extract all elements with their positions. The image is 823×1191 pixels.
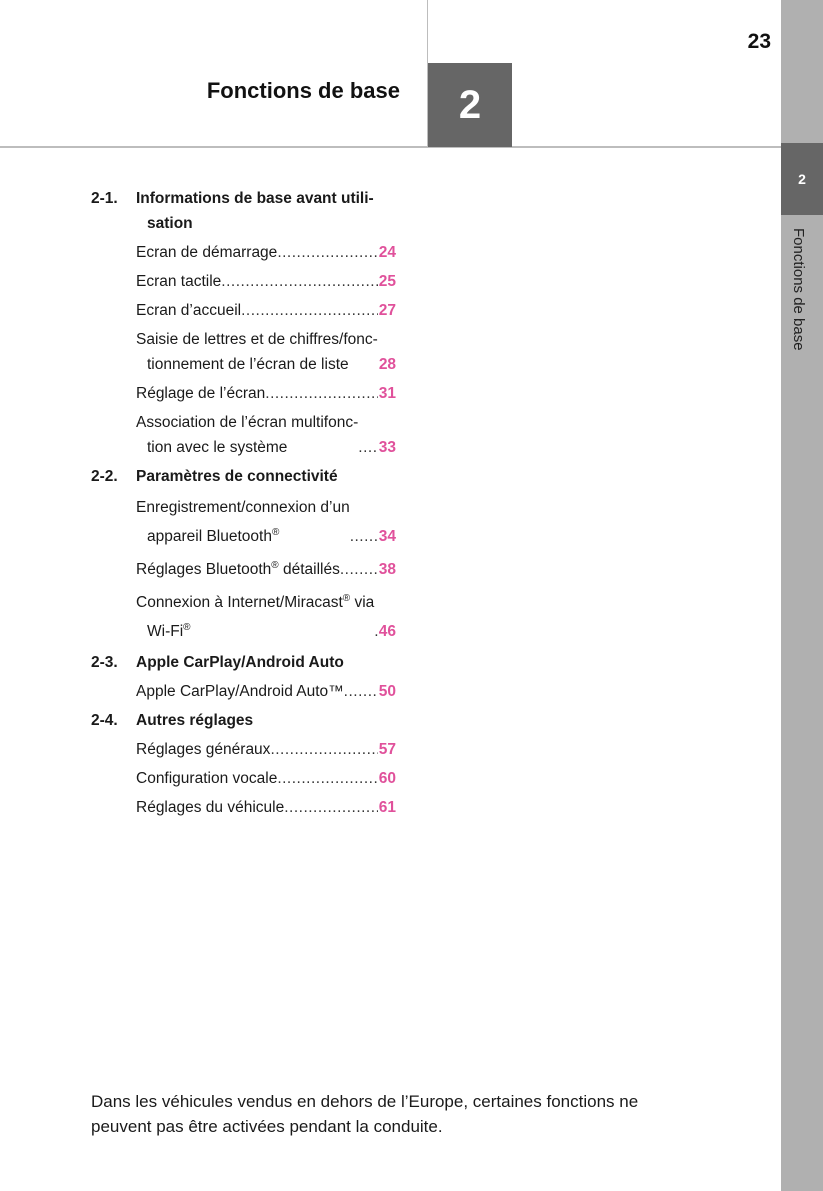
toc-item[interactable] [136,327,396,377]
toc-page-link[interactable]: 31 [378,385,396,402]
toc-page-link[interactable]: 50 [378,683,396,700]
toc-item[interactable] [136,298,396,323]
toc-item[interactable] [136,269,396,294]
toc-item[interactable] [136,240,396,265]
toc-page-link[interactable]: 38 [378,561,396,578]
toc-item-label: Association de l’écran multifonc- tion avec le système [136,414,359,456]
section-title: Apple CarPlay/Android Auto [136,654,344,671]
toc-item-label: Saisie de lettres et de chiffres/fonc- tionnement de l’écran de liste [136,331,378,373]
section-title: Informations de base avant utili- sation [136,190,374,232]
table-of-contents [91,186,396,820]
toc-item-label: Ecran de démarrage [136,244,278,261]
toc-item-label: Réglage de l’écran [136,385,266,402]
toc-item-label: Ecran tactile [136,273,222,290]
toc-section-2-2[interactable] [91,464,396,489]
toc-page-link[interactable]: 27 [378,302,396,319]
leader-dots [277,240,377,265]
toc-item-label: Réglages généraux [136,741,271,758]
toc-item[interactable] [136,795,396,820]
section-title: Paramètres de connectivité [136,468,338,485]
side-chapter-tab[interactable]: 2 [781,143,823,215]
toc-item[interactable] [136,679,396,704]
toc-item-label: Enregistrement/connexion d’un appareil Bluetooth® [136,499,350,545]
toc-page-link[interactable]: 28 [378,356,397,373]
section-number: 2-1. [91,190,118,207]
chapter-number-box: 2 [428,63,512,147]
toc-section-2-3[interactable] [91,650,396,675]
toc-section-2-1[interactable] [91,186,396,236]
leader-dots [374,617,377,646]
leader-dots [270,737,377,762]
toc-item-label: Réglages du véhicule [136,799,285,816]
toc-item-label: Réglages Bluetooth® détaillés [136,559,340,578]
side-chapter-label: Fonctions de base [790,228,807,351]
toc-item[interactable] [136,381,396,406]
footnote: Dans les véhicules vendus en dehors de l’Europe, certaines fonctions ne peuvent pas être activées pendant la conduite. [91,1092,639,1136]
toc-item[interactable] [136,493,396,551]
toc-item[interactable] [136,410,396,460]
leader-dots [350,522,378,551]
toc-item[interactable] [136,737,396,762]
toc-page-link[interactable]: 46 [378,623,396,640]
toc-item-label: Configuration vocale [136,770,278,787]
chapter-title: Fonctions de base [206,78,400,103]
leader-dots [284,795,378,820]
toc-page-link[interactable]: 34 [378,528,396,545]
toc-item-label: Connexion à Internet/Miracast® via Wi-Fi® [136,592,375,640]
leader-dots [344,679,378,704]
header-divider [0,146,781,148]
toc-page-link[interactable]: 33 [378,439,396,456]
toc-page-link[interactable]: 25 [378,273,396,290]
toc-item-label: Apple CarPlay/Android Auto™ [136,683,344,700]
toc-item[interactable] [136,766,396,791]
toc-item[interactable] [136,555,396,584]
leader-dots [241,298,378,323]
leader-dots [340,555,378,584]
toc-page-link[interactable]: 57 [378,741,396,758]
leader-dots [358,435,377,460]
section-number: 2-4. [91,712,118,729]
leader-dots [277,766,377,791]
toc-item-label: Ecran d’accueil [136,302,242,319]
leader-dots [265,381,377,406]
toc-item[interactable] [136,588,396,646]
section-title: Autres réglages [136,712,254,729]
toc-section-2-4[interactable] [91,708,396,733]
section-number: 2-2. [91,468,118,485]
toc-page-link[interactable]: 24 [378,244,396,261]
leader-dots [221,269,377,294]
toc-page-link[interactable]: 61 [378,799,396,816]
page-number: 23 [747,30,771,53]
section-number: 2-3. [91,654,118,671]
toc-page-link[interactable]: 60 [378,770,396,787]
